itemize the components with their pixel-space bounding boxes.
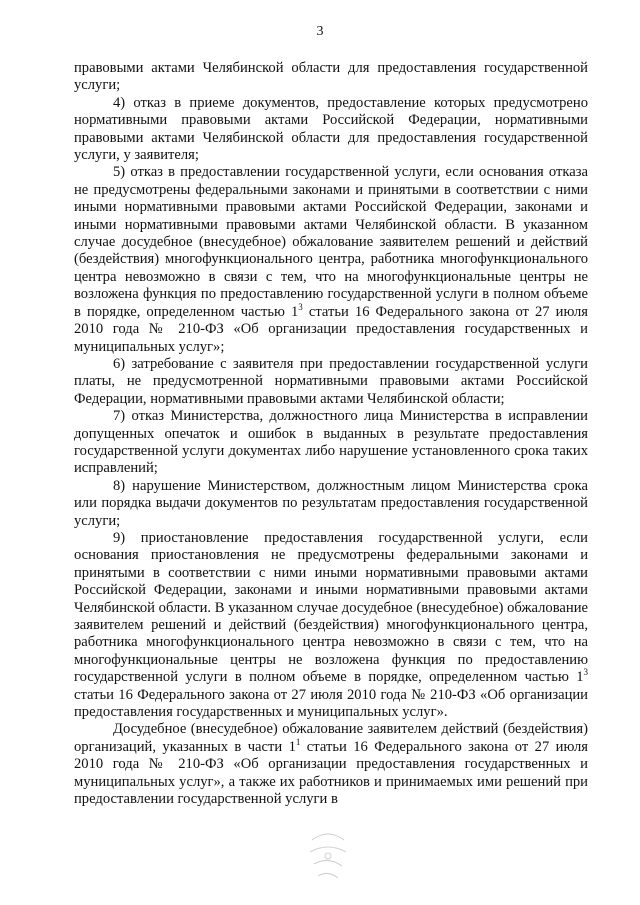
paragraph-p10: [74, 721, 588, 808]
paragraph-p4: [74, 95, 588, 165]
superscript: 3: [583, 667, 588, 678]
page-number: 3: [316, 24, 324, 39]
text-run: 9) приостановление предоставления государственной услуги, если основания приостановления не предусмотрены федеральными законами и принятыми в соответствии с ними иными нормативными правовыми актами Российской Федерации, законами и иными нормативными правовыми актами Челябинской области. В указанном случае досудебное (внесудебное) обжалование заявителем решений и действий (бездействия) многофункционального центра, работника многофункционального центра невозможно в связи с тем, что на многофункциональные центры не возложена функция по предоставлению государственной услуги в полном объеме в порядке, определенном частью 1: [74, 529, 588, 686]
text-run: 6) затребование с заявителя при предоставлении государственной услуги платы, не предусмотренной нормативными правовыми актами Российской Федерации, нормативными правовыми актами Челябинской области;: [74, 355, 588, 407]
faint-stamp-mark: [306, 826, 350, 884]
text-run: 7) отказ Министерства, должностного лица Министерства в исправлении допущенных опечаток и ошибок в выданных в результате предоставления государственной услуги документах либо нарушение установленного срока таких исправлений;: [74, 408, 588, 477]
text-run: статьи 16 Федерального закона от 27 июля 2010 года № 210-ФЗ «Об организации предоставления государственных и муниципальных услуг».: [74, 686, 588, 721]
paragraph-p8: [74, 478, 588, 530]
text-run: Досудебное (внесудебное) обжалование заявителем действий (бездействия) организаций, указанных в части 1: [74, 721, 588, 755]
document-body: [74, 60, 588, 808]
paragraph-p6: [74, 356, 588, 408]
paragraph-p0: [74, 60, 588, 95]
text-run: правовыми актами Челябинской области для предоставления государственной услуги;: [74, 60, 588, 94]
text-run: статьи 16 Федерального закона от 27 июля 2010 года № 210-ФЗ «Об организации предоставления государственных и муниципальных услуг»;: [74, 303, 588, 355]
text-run: статьи 16 Федерального закона от 27 июля 2010 года № 210-ФЗ «Об организации предоставления государственных и муниципальных услуг», а также их работников и принимаемых ими решений при предоставлении государственной услуги в: [74, 738, 588, 808]
text-run: 4) отказ в приеме документов, предоставление которых предусмотрено нормативными правовыми актами Российской Федерации, нормативными правовыми актами Челябинской области для предоставления государственной услуги, у заявителя;: [74, 94, 588, 164]
paragraph-p5: [74, 164, 588, 355]
superscript: 1: [295, 736, 301, 747]
text-run: 5) отказ в предоставлении государственной услуги, если основания отказа не предусмотрены федеральными законами и принятыми в соответствии с ними иными нормативными правовыми актами Российской Федерации, законами и иными нормативными правовыми актами Челябинской области. В указанном случае досудебное (внесудебное) обжалование заявителем решений и действий (бездействия) многофункционального центра, работника многофункционального центра невозможно в связи с тем, что на многофункциональные центры не возложена функция по предоставлению государственной услуги в полном объеме в порядке, определенном частью 1: [74, 164, 588, 320]
superscript: 3: [298, 301, 303, 312]
paragraph-p7: [74, 408, 588, 478]
text-run: 8) нарушение Министерством, должностным лицом Министерства срока или порядка выдачи документов по результатам предоставления государственной услуги;: [74, 477, 588, 529]
paragraph-p9: [74, 530, 588, 721]
